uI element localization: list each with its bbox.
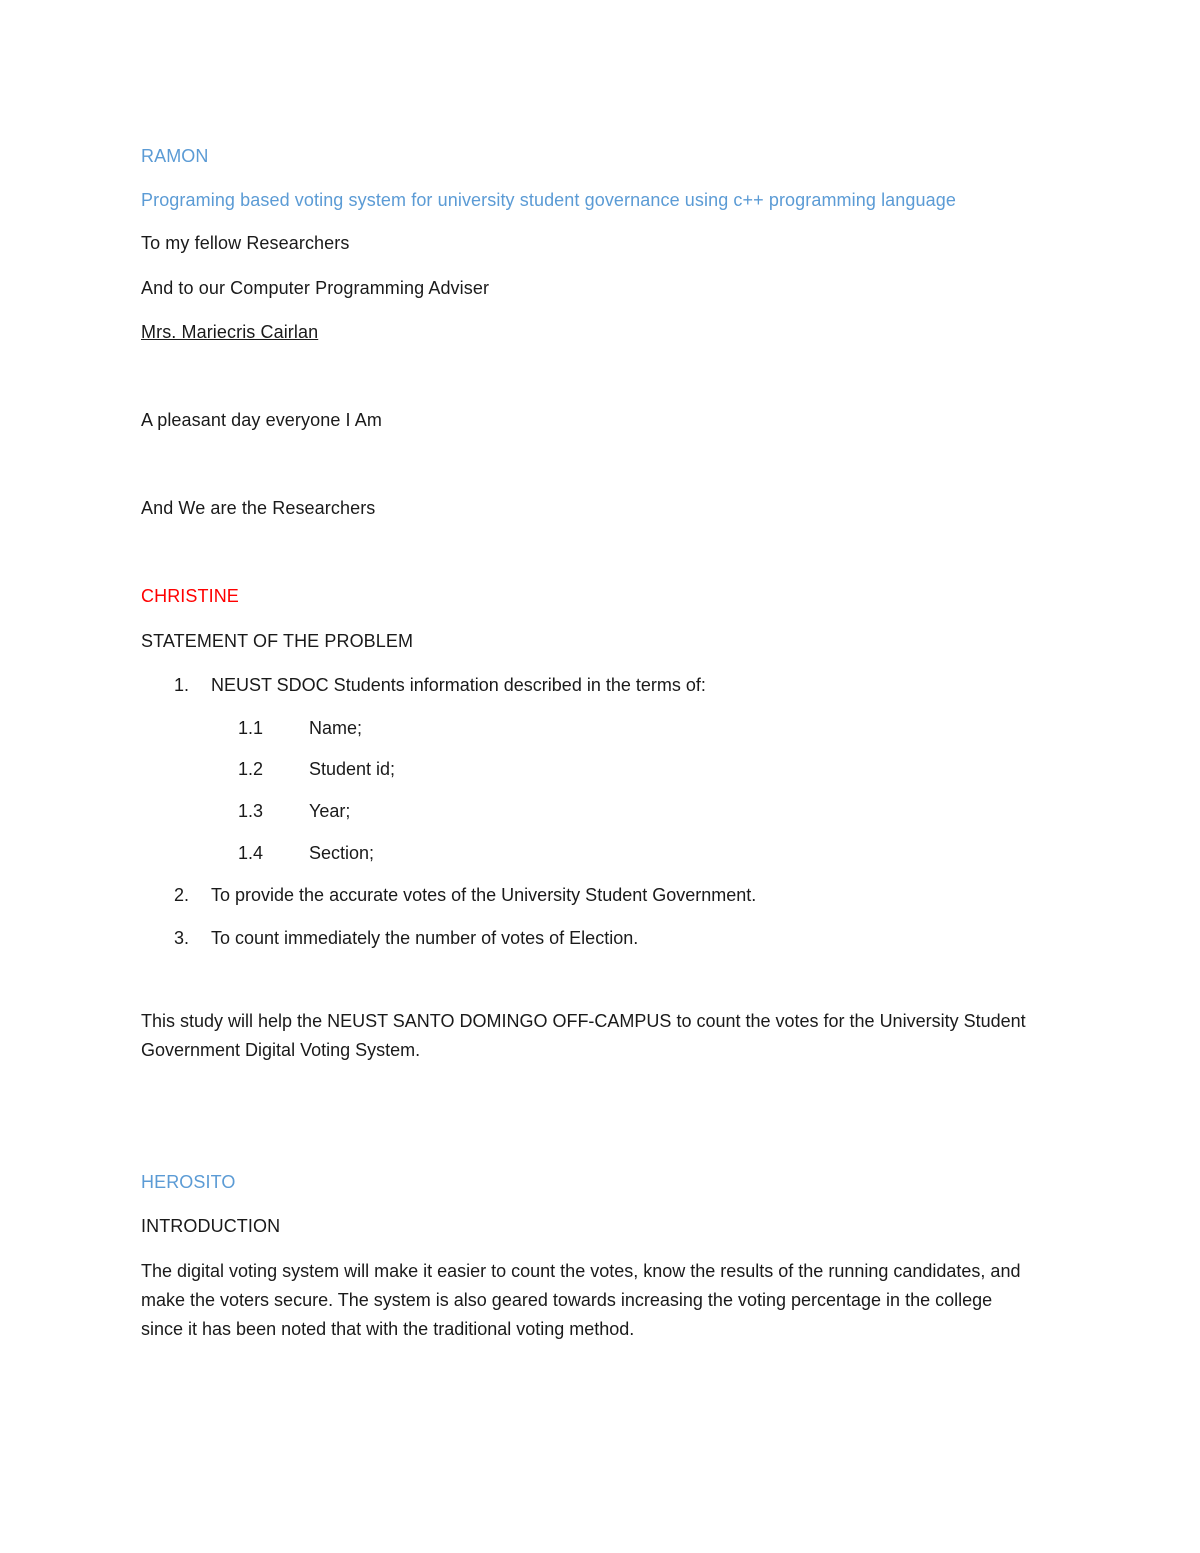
- list-item-text: To provide the accurate votes of the University Student Government.: [211, 885, 757, 905]
- speaker-christine: CHRISTINE: [141, 586, 239, 606]
- introduction-heading: INTRODUCTION: [141, 1216, 281, 1236]
- adviser-name: Mrs. Mariecris Cairlan: [141, 322, 319, 342]
- introduction-paragraph: The digital voting system will make it easier to count the votes, know the results of the running candidates, and make the voters secure. The system is also geared towards increasing the voting percentage in the college since it has been noted that with the traditional voting method.: [141, 1261, 1021, 1339]
- list-marker: 3.: [174, 928, 190, 948]
- list-item-text: To count immediately the number of votes of Election.: [211, 928, 639, 948]
- greeting-adviser: And to our Computer Programming Adviser: [141, 278, 490, 298]
- speaker-herosito: HEROSITO: [141, 1172, 236, 1192]
- sub-list-text: Name;: [309, 718, 363, 738]
- sub-list-text: Student id;: [309, 759, 396, 779]
- statement-heading: STATEMENT OF THE PROBLEM: [141, 631, 414, 651]
- sub-list-text: Year;: [309, 801, 351, 821]
- pleasant-greeting: A pleasant day everyone I Am: [141, 410, 382, 430]
- list-marker: 2.: [174, 885, 190, 905]
- list-marker: 1.: [174, 675, 190, 695]
- speaker-ramon: RAMON: [141, 146, 209, 166]
- study-paragraph: This study will help the NEUST SANTO DOMINGO OFF-CAMPUS to count the votes for the University Student Government Digital Voting System.: [141, 1011, 1026, 1060]
- list-item-text: NEUST SDOC Students information described in the terms of:: [211, 675, 706, 695]
- sub-list-text: Section;: [309, 843, 375, 863]
- greeting-researchers: To my fellow Researchers: [141, 233, 350, 253]
- sub-list-marker: 1.3: [238, 801, 264, 821]
- sub-list-marker: 1.1: [238, 718, 264, 738]
- researchers-line: And We are the Researchers: [141, 498, 376, 518]
- sub-list-marker: 1.2: [238, 759, 264, 779]
- sub-list-marker: 1.4: [238, 843, 264, 863]
- document-title: Programing based voting system for university student governance using c++ programming language: [141, 190, 956, 210]
